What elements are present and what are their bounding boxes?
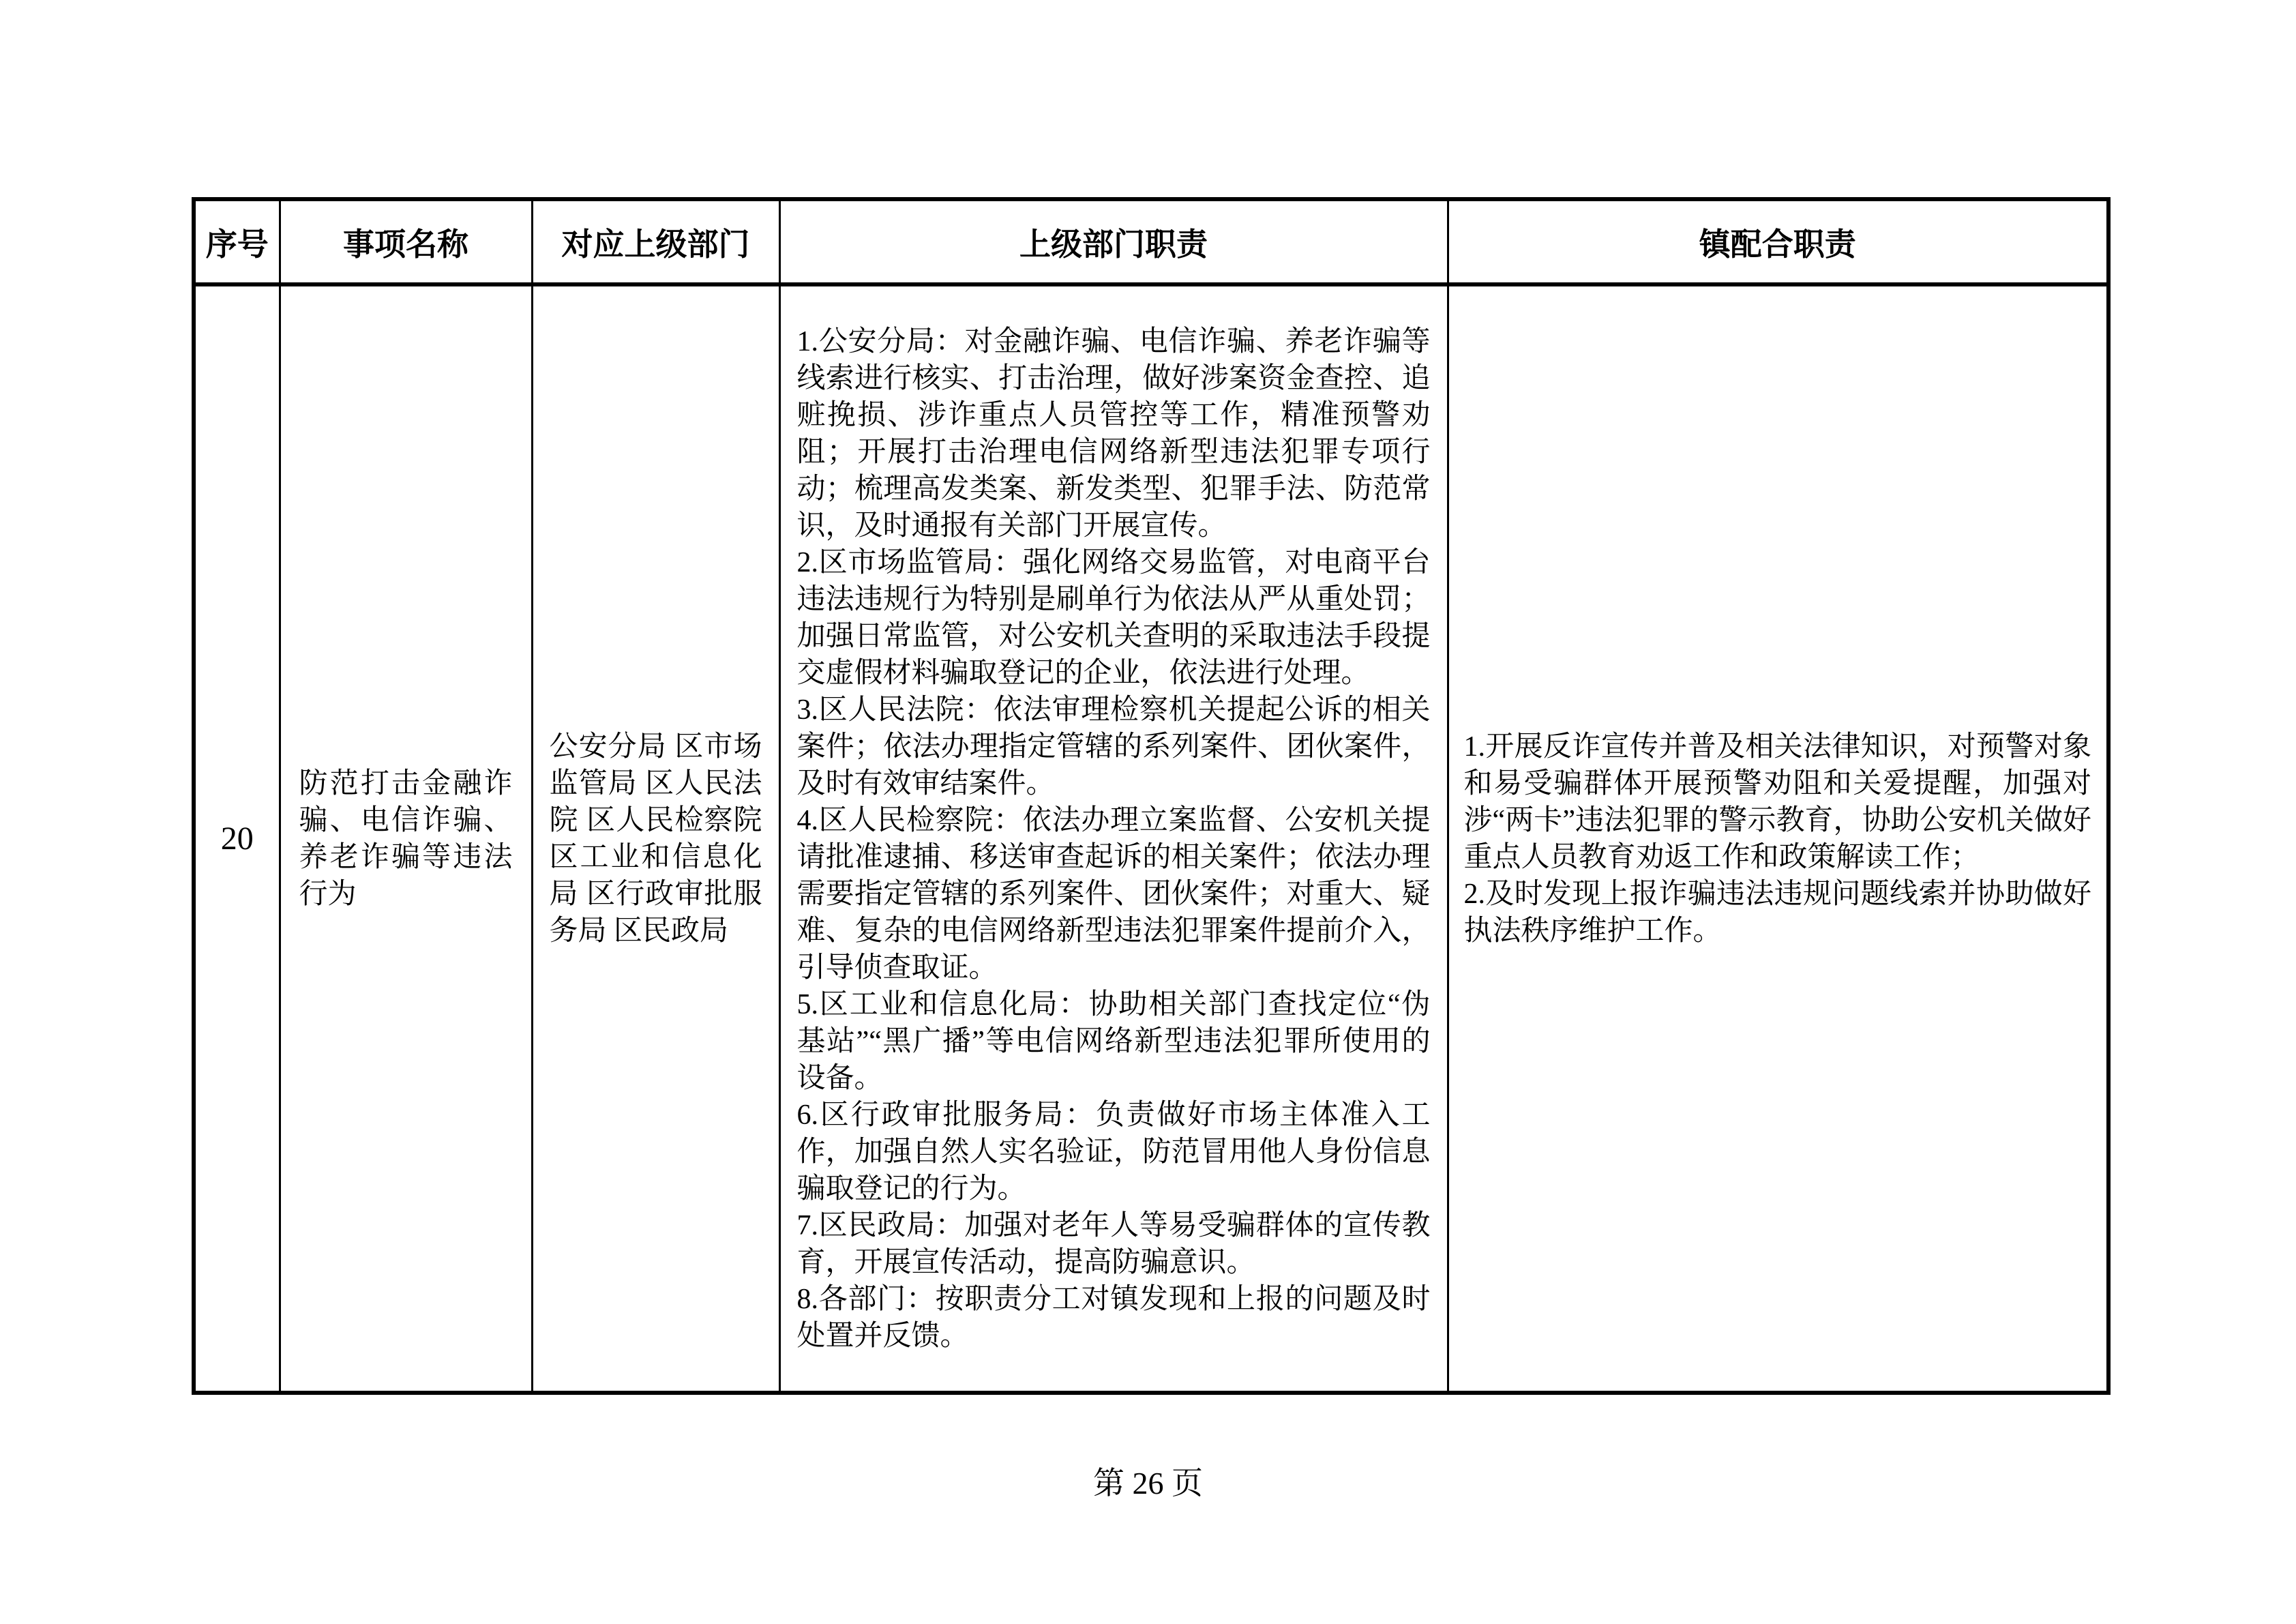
cell-item-name: 防范打击金融诈骗、电信诈骗、养老诈骗等违法行为 (280, 284, 532, 1393)
header-superior-department: 对应上级部门 (532, 199, 779, 284)
cell-town-duties (1448, 284, 2108, 1393)
table-header-row (194, 199, 2108, 284)
page-number: 第 26 页 (1093, 1466, 1203, 1501)
header-item-name: 事项名称 (280, 199, 532, 284)
town-duty-1: 1.开展反诈宣传并普及相关法律知识，对预警对象和易受骗群体开展预警劝阻和关爱提醒，加强对涉“两卡”违法犯罪的警示教育，协助公安机关做好重点人员教育劝返工作和政策解读工作； (1463, 730, 2091, 873)
header-serial-no: 序号 (194, 199, 280, 284)
superior-duty-4: 4.区人民检察院：依法办理立案监督、公安机关提请批准逮捕、移送审查起诉的相关案件；依法办理需要指定管辖的系列案件、团伙案件；对重大、疑难、复杂的电信网络新型违法犯罪案件提前介入，引导侦查取证。 (796, 804, 1431, 984)
superior-duty-6: 6.区行政审批服务局：负责做好市场主体准入工作，加强自然人实名验证，防范冒用他人身份信息骗取登记的行为。 (796, 1099, 1431, 1205)
superior-duty-8: 8.各部门：按职责分工对镇发现和上报的问题及时处置并反馈。 (796, 1283, 1431, 1352)
cell-serial-no: 20 (194, 284, 280, 1393)
table-row (194, 284, 2108, 1393)
superior-duty-2: 2.区市场监管局：强化网络交易监管，对电商平台违法违规行为特别是刷单行为依法从严从重处罚；加强日常监管，对公安机关查明的采取违法手段提交虚假材料骗取登记的企业，依法进行处理。 (796, 546, 1431, 689)
superior-duty-5: 5.区工业和信息化局：协助相关部门查找定位“伪基站”“黑广播”等电信网络新型违法犯罪所使用的设备。 (796, 988, 1431, 1094)
cell-superior-departments: 公安分局 区市场监管局 区人民法院 区人民检察院 区工业和信息化局 区行政审批服务局 区民政局 (532, 284, 779, 1393)
superior-duty-7: 7.区民政局：加强对老年人等易受骗群体的宣传教育，开展宣传活动，提高防骗意识。 (796, 1209, 1431, 1278)
header-superior-duties: 上级部门职责 (779, 199, 1448, 284)
header-town-duties: 镇配合职责 (1448, 199, 2108, 284)
cell-superior-duties (779, 284, 1448, 1393)
superior-duty-3: 3.区人民法院：依法审理检察机关提起公诉的相关案件；依法办理指定管辖的系列案件、团伙案件，及时有效审结案件。 (796, 694, 1431, 799)
superior-duty-1: 1.公安分局：对金融诈骗、电信诈骗、养老诈骗等线索进行核实、打击治理，做好涉案资金查控、追赃挽损、涉诈重点人员管控等工作，精准预警劝阻；开展打击治理电信网络新型违法犯罪专项行动；梳理高发类案、新发类型、犯罪手法、防范常识，及时通报有关部门开展宣传。 (796, 325, 1431, 542)
town-duty-2: 2.及时发现上报诈骗违法违规问题线索并协助做好执法秩序维护工作。 (1463, 878, 2091, 947)
responsibility-table (192, 197, 2111, 1395)
